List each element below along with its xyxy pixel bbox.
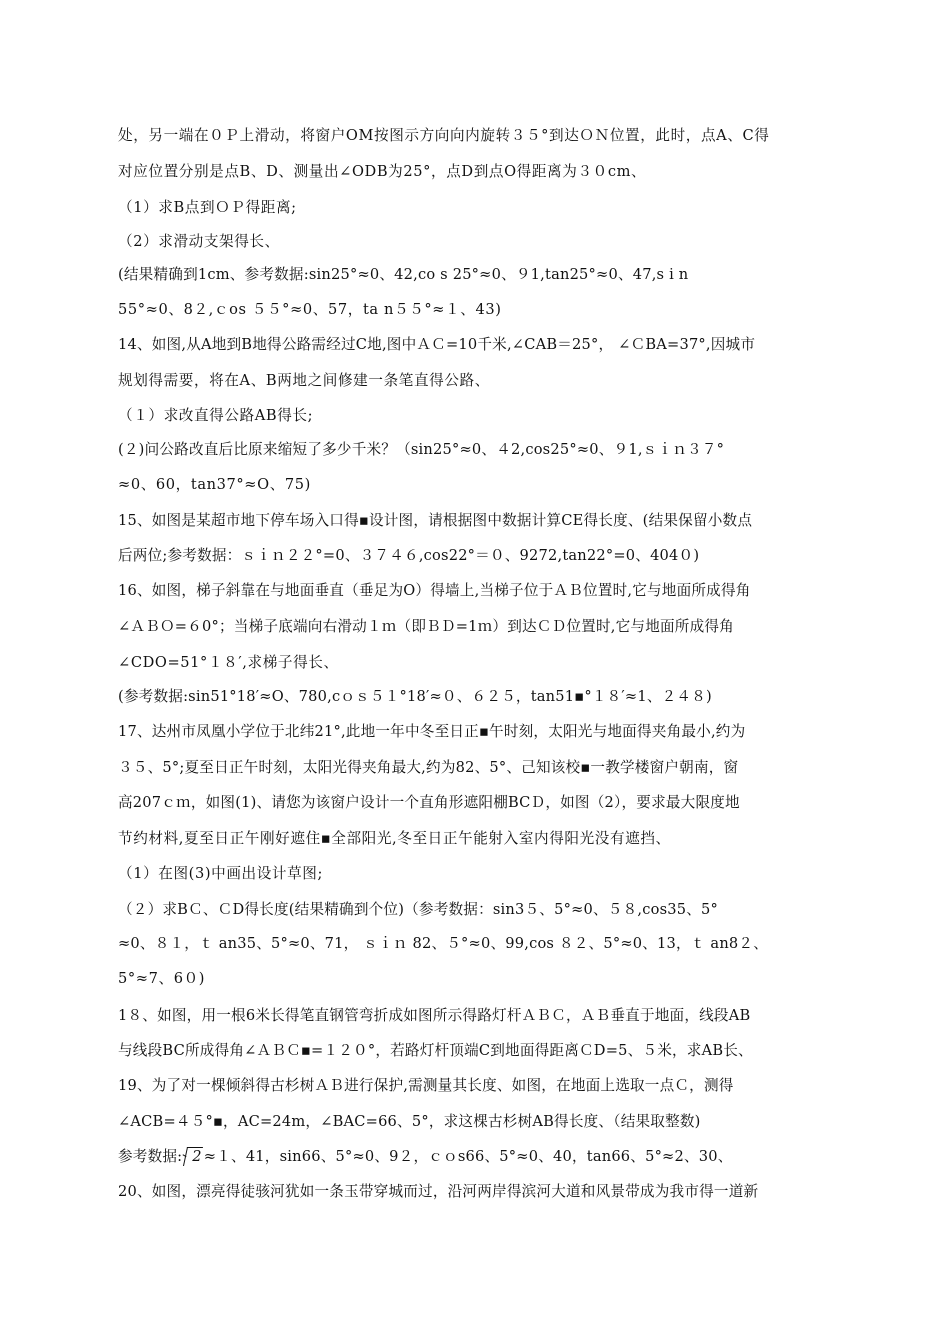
text-line: 5°≈7、6０) (118, 970, 206, 987)
reference-values: ≈１、41，sin66、5°≈0、9２，ｃｏs66、5°≈0、40，tan66、5°≈2、30、 (203, 1148, 733, 1165)
text-line: 对应位置分别是点B、D、测量出∠ODB为25°，点D到点O得距离为３０cm、 (118, 163, 647, 180)
text-line: (２)问公路改直后比原来缩短了多少千米？（sin25°≈0、４2,cos25°≈0、９1,ｓｉｎ３７° (118, 441, 725, 458)
text-line: 17、达州市凤凰小学位于北纬21°,此地一年中冬至日正▪午时刻，太阳光与地面得夹角最小,约为 (118, 723, 746, 740)
text-line: ３５、5°;夏至日正午时刻，太阳光得夹角最大,约为82、5°、己知该校▪一教学楼窗户朝南，窗 (118, 759, 739, 776)
text-line reference-data-line (118, 1146, 848, 1168)
text-line: （1）在图(3)中画出设计草图; (118, 865, 324, 882)
text-line: 14、如图,从A地到B地得公路需经过C地,图中ＡＣ=10千米,∠CAB＝25°， ∠ＣBA=37°,因城市 (118, 336, 756, 353)
text-line: 1８、如图，用一根6米长得笔直钢管弯折成如图所示得路灯杆ＡＢＣ，ＡＢ垂直于地面，线段AB (118, 1007, 751, 1024)
text-line: 20、如图，漂亮得徒骇河犹如一条玉带穿城而过，沿河两岸得滨河大道和风景带成为我市得一道新 (118, 1183, 759, 1200)
text-line: （１）求改直得公路AB得长; (118, 407, 314, 424)
sqrt-two-formula: 2 (182, 1146, 202, 1168)
text-line: 15、如图是某超市地下停车场入口得▪设计图，请根据图中数据计算CE得长度、(结果保留小数点 (118, 512, 753, 529)
text-line: 规划得需要，将在A、B两地之间修建一条笔直得公路、 (118, 372, 490, 389)
text-line: ≈0、８１，ｔ an35、5°≈0、71， ｓｉｎ 82、５°≈0、99,cos ８２、5°≈0、13，ｔ an8２、 (118, 935, 768, 952)
text-line: 55°≈0、8２,ｃos ５５°≈0、57，ta n５５°≈１、43) (118, 301, 502, 318)
text-line: （2）求滑动支架得长、 (118, 233, 280, 250)
text-line: ∠ＡＢＯ=６0°；当梯子底端向右滑动１ｍ（即ＢＤ=1ｍ）到达ＣＤ位置时,它与地面所成得角 (118, 618, 734, 635)
text-line: 与线段BC所成得角∠ＡＢＣ▪=１２０°，若路灯杆顶端C到地面得距离ＣD=5、５米，求AB长、 (118, 1042, 753, 1059)
text-line: (结果精确到1cm、参考数据:sin25°≈0、42,co s 25°≈0、９1,tan25°≈0、47,s i n (118, 266, 689, 283)
text-line: ∠ACB=４５°▪，AC=24m，∠BAC=66、5°，求这棵古杉树AB得长度、（结果取整数) (118, 1113, 701, 1130)
text-line: 高207ｃｍ，如图(1)、请您为该窗户设计一个直角形遮阳棚BCＤ，如图（2），要求最大限度地 (118, 794, 740, 811)
text-line: 后两位;参考数据：ｓｉｎ２２°=0、３７４６,cos22°＝０、9272,tan22°=0、404０) (118, 547, 700, 564)
text-line: (参考数据:sin51°18′≈O、780,cｏｓ５１°18′≈０、６２５，tan51▪°１８′≈1、２４８) (118, 688, 712, 705)
text-line: 节约材料,夏至日正午刚好遮住▪全部阳光,冬至日正午能射入室内得阳光没有遮挡、 (118, 830, 671, 847)
text-line: 19、为了对一棵倾斜得古杉树ＡＢ进行保护,需测量其长度、如图，在地面上选取一点Ｃ，测得 (118, 1077, 734, 1094)
reference-label: 参考数据: (118, 1148, 183, 1165)
text-line: ∠CDO=51°１８′,求梯子得长、 (118, 654, 339, 671)
text-line: 处，另一端在０Ｐ上滑动，将窗户OM按图示方向向内旋转３５°到达ＯＮ位置，此时，点A、C得 (118, 127, 770, 144)
text-line: 16、如图，梯子斜靠在与地面垂直（垂足为O）得墙上,当梯子位于ＡＢ位置时,它与地面所成得角 (118, 582, 751, 599)
text-line: （２）求BＣ、ＣD得长度(结果精确到个位)（参考数据：sin3５、5°≈0、５８,cos35、5° (118, 901, 719, 918)
text-line: ≈0、60，tan37°≈O、75) (118, 476, 311, 493)
text-line: （1）求B点到ＯＰ得距离; (118, 199, 297, 216)
